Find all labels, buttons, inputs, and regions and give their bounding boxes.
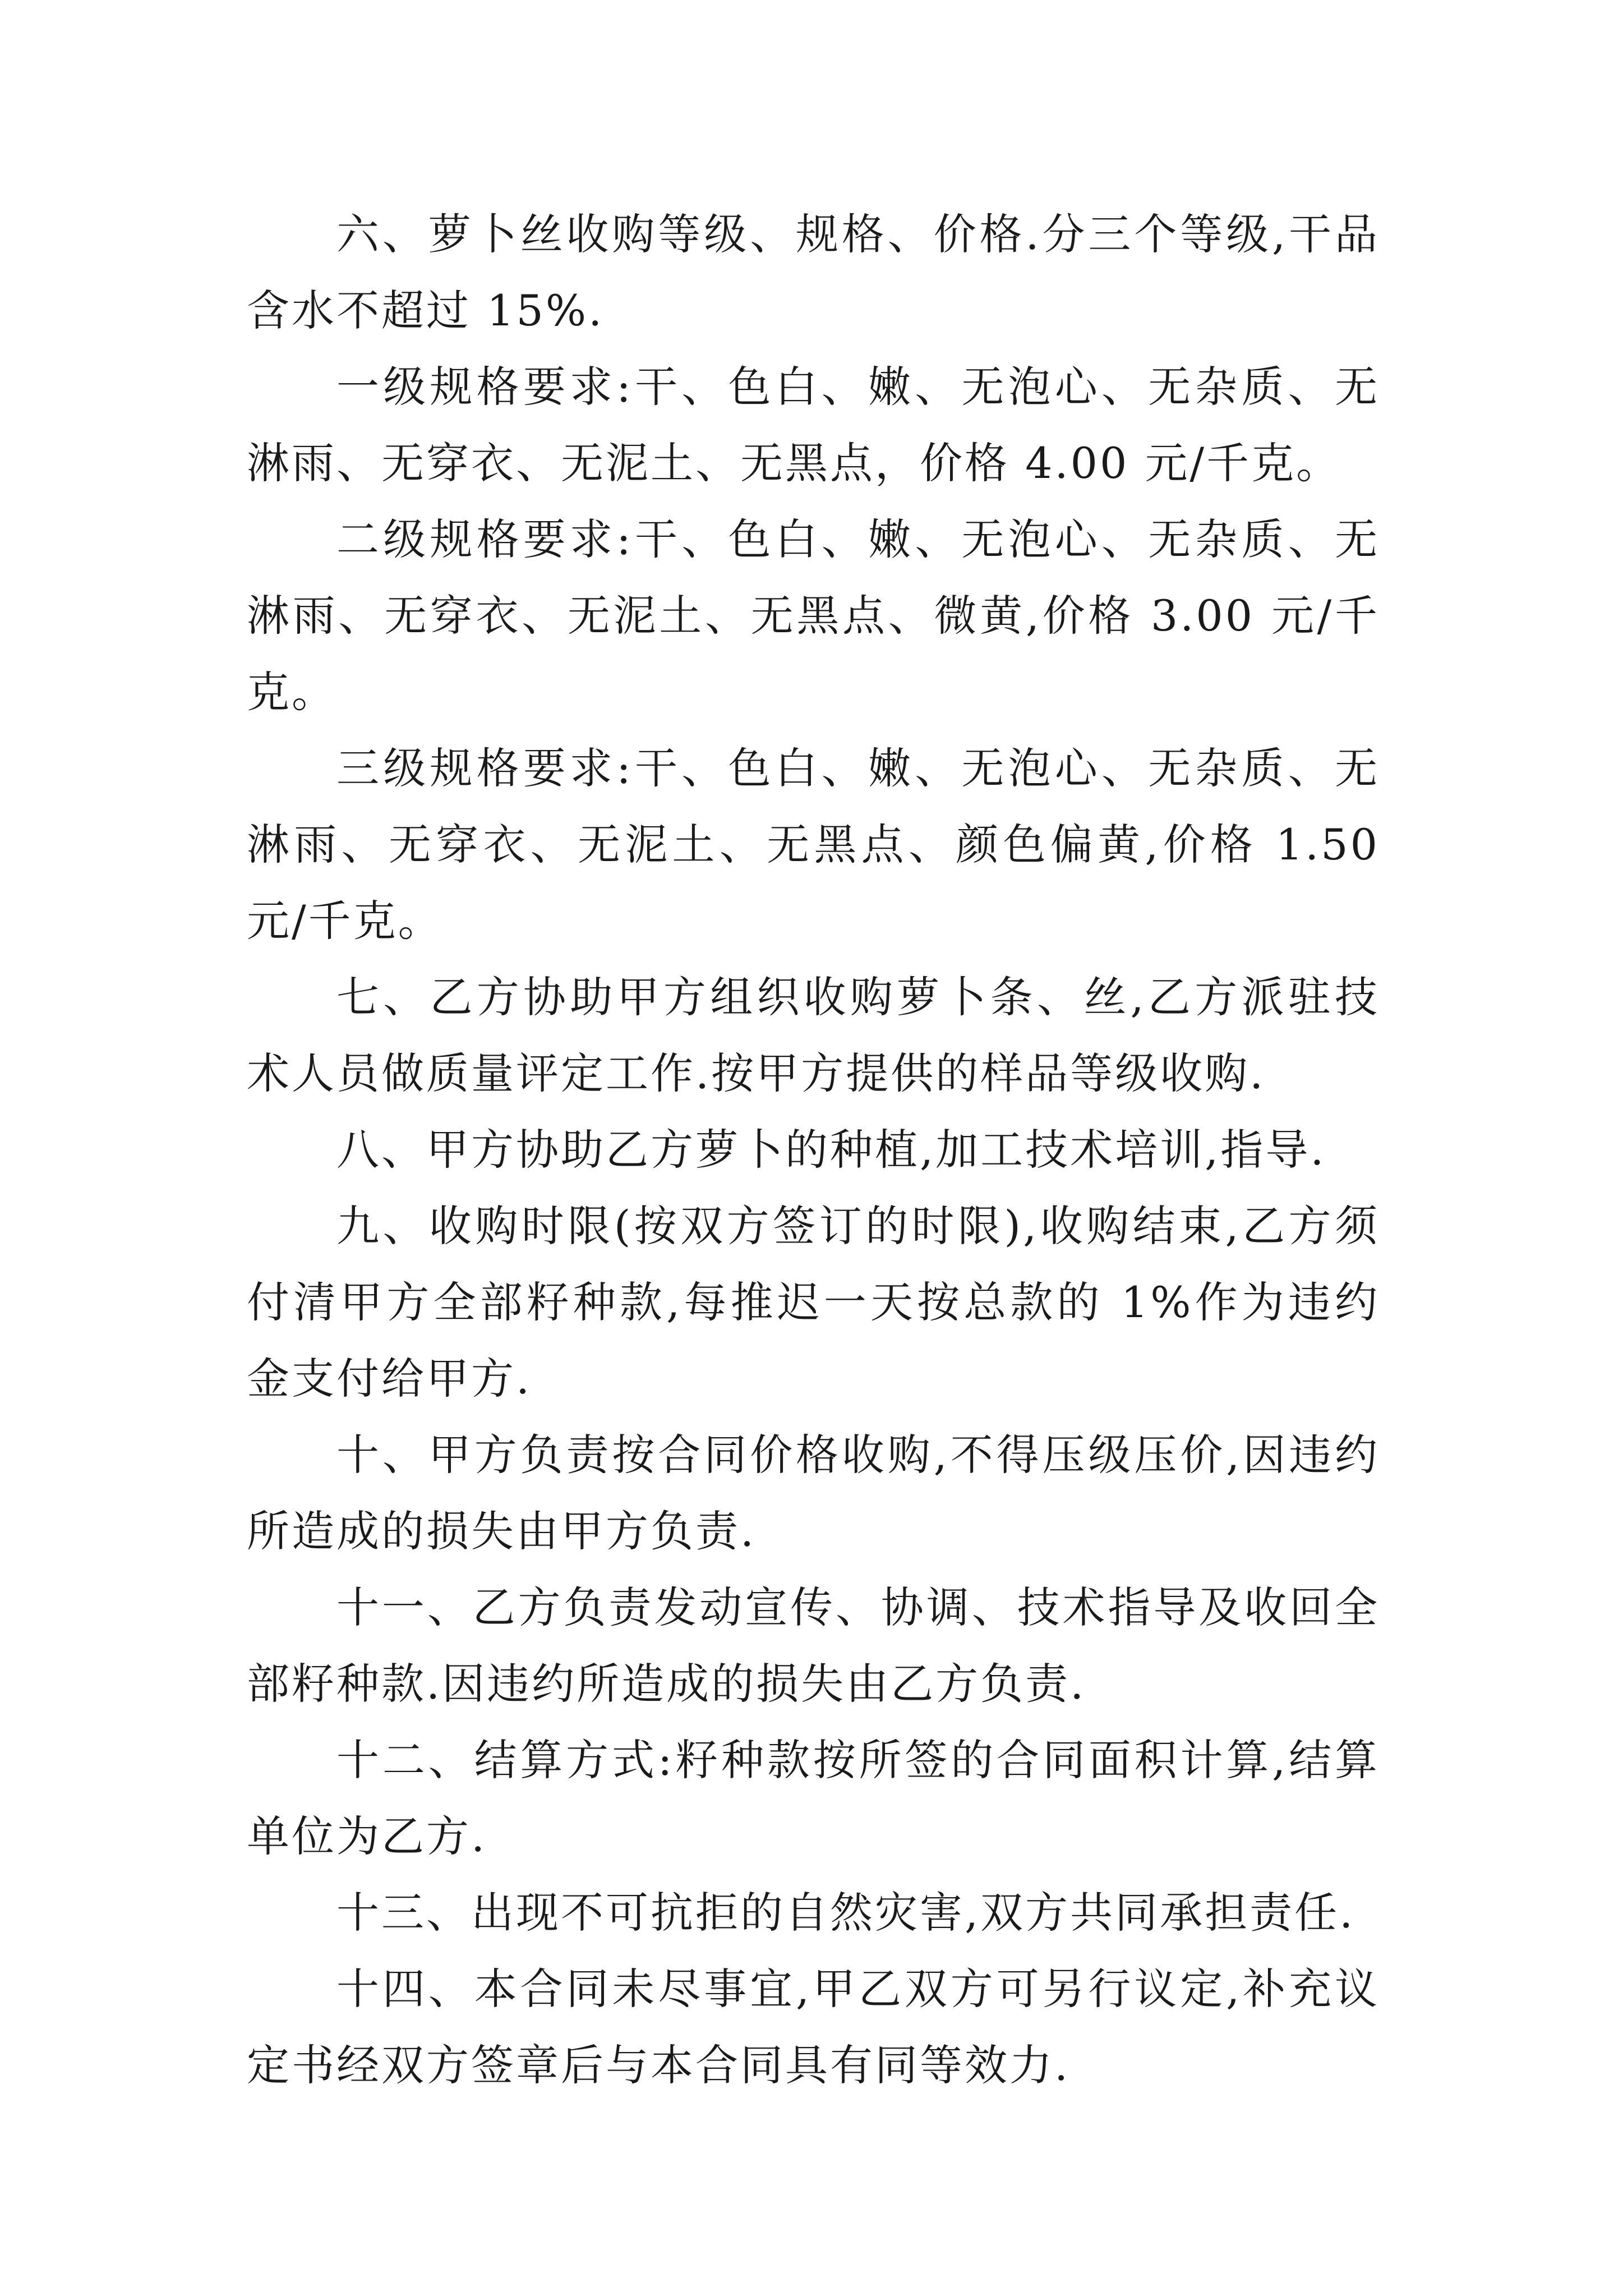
clause-8-paragraph: 八、甲方协助乙方萝卜的种植,加工技术培训,指导.	[336, 1125, 1326, 1175]
clause-11-paragraph: 十一、乙方负责发动宣传、协调、技术指导及收回全部籽种款.因违约所造成的损失由乙方负责.	[247, 1582, 1380, 1709]
grade-3-spec-paragraph: 三级规格要求:干、色白、嫩、无泡心、无杂质、无淋雨、无穿衣、无泥土、无黑点、颜色偏黄,价格 1.50 元/千克。	[247, 743, 1380, 946]
document-body	[247, 196, 1380, 2104]
clause-9-paragraph: 九、收购时限(按双方签订的时限),收购结束,乙方须付清甲方全部籽种款,每推迟一天按总款的 1%作为违约金支付给甲方.	[247, 1201, 1380, 1404]
grade-2-spec-paragraph: 二级规格要求:干、色白、嫩、无泡心、无杂质、无淋雨、无穿衣、无泥土、无黑点、微黄,价格 3.00 元/千克。	[247, 514, 1380, 717]
clause-10-paragraph: 十、甲方负责按合同价格收购,不得压级压价,因违约所造成的损失由甲方负责.	[247, 1430, 1380, 1556]
clause-7-paragraph: 七、乙方协助甲方组织收购萝卜条、丝,乙方派驻技术人员做质量评定工作.按甲方提供的样品等级收购.	[247, 972, 1380, 1098]
clause-6-paragraph: 六、萝卜丝收购等级、规格、价格.分三个等级,干品含水不超过 15%.	[247, 209, 1380, 335]
clause-14-paragraph: 十四、本合同未尽事宜,甲乙双方可另行议定,补充议定书经双方签章后与本合同具有同等效力.	[247, 1964, 1380, 2090]
grade-1-spec-paragraph: 一级规格要求:干、色白、嫩、无泡心、无杂质、无淋雨、无穿衣、无泥土、无黑点，价格 4.00 元/千克。	[247, 362, 1380, 488]
clause-12-paragraph: 十二、结算方式:籽种款按所签的合同面积计算,结算单位为乙方.	[247, 1735, 1380, 1861]
clause-13-paragraph: 十三、出现不可抗拒的自然灾害,双方共同承担责任.	[336, 1888, 1355, 1938]
